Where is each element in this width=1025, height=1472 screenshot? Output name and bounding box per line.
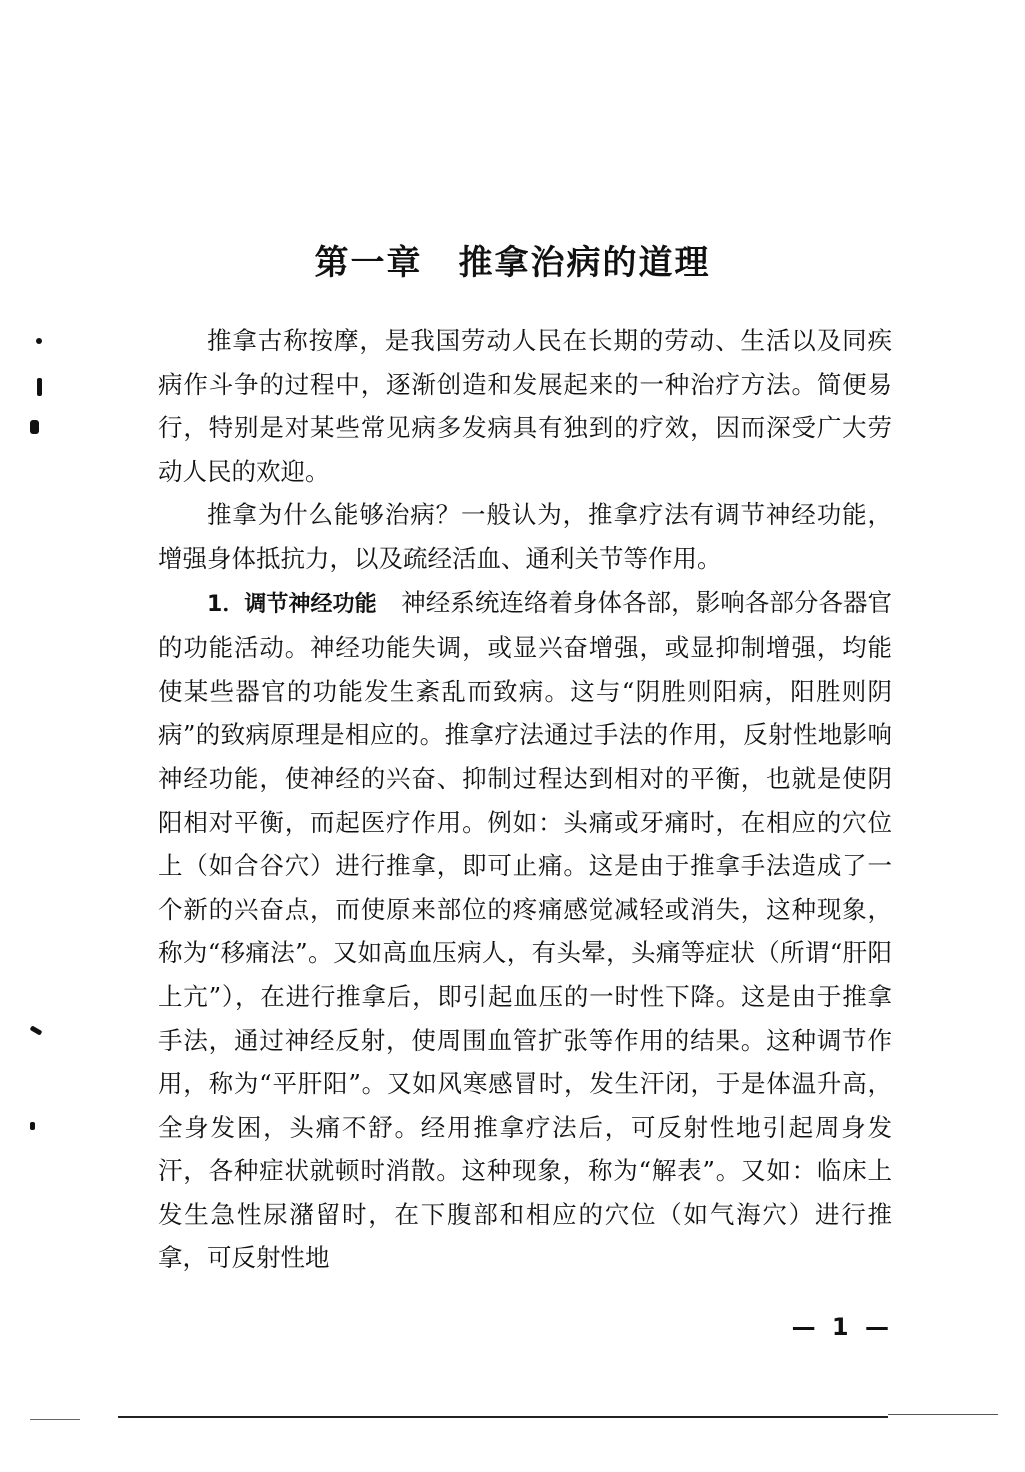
section-heading: 1．调节神经功能: [207, 591, 377, 617]
scan-speck: [37, 378, 42, 396]
scan-speck: [30, 420, 39, 434]
bottom-scan-line-right: [888, 1414, 998, 1415]
paragraph-question: 推拿为什么能够治病？一般认为，推拿疗法有调节神经功能，增强身体抵抗力，以及疏经活血、通利关节等作用。: [158, 500, 892, 573]
chapter-title: 第一章 推拿治病的道理: [314, 243, 711, 283]
bottom-scan-line-faint: [30, 1419, 80, 1420]
scan-speck: [36, 338, 42, 344]
scan-speck: [30, 1122, 35, 1130]
scan-speck: [30, 1025, 43, 1035]
body-text: [158, 319, 892, 1280]
paragraph-intro: 推拿古称按摩，是我国劳动人民在长期的劳动、生活以及同疾病作斗争的过程中，逐渐创造和发展起来的一种治疗方法。简便易行，特别是对某些常见病多发病具有独到的疗效，因而深受广大劳动人民的欢迎。: [158, 326, 892, 486]
page-number: — 1 —: [791, 1313, 893, 1341]
bottom-scan-line: [118, 1416, 888, 1418]
paragraph-section-1: [158, 581, 892, 1281]
section-text: 神经系统连络着身体各部，影响各部分各器官的功能活动。神经功能失调，或显兴奋增强，或显抑制增强，均能使某些器官的功能发生紊乱而致病。这与“阴胜则阳病，阳胜则阴病”的致病原理是相应的。推拿疗法通过手法的作用，反射性地影响神经功能，使神经的兴奋、抑制过程达到相对的平衡，也就是使阴阳相对平衡，而起医疗作用。例如：头痛或牙痛时，在相应的穴位上（如合谷穴）进行推拿，即可止痛。这是由于推拿手法造成了一个新的兴奋点，而使原来部位的疼痛感觉减轻或消失，这种现象，称为“移痛法”。又如高血压病人，有头晕，头痛等症状（所谓“肝阳上亢”），在进行推拿后，即引起血压的一时性下降。这是由于推拿手法，通过神经反射，使周围血管扩张等作用的结果。这种调节作用，称为“平肝阳”。又如风寒感冒时，发生汗闭，于是体温升高，全身发困，头痛不舒。经用推拿疗法后，可反射性地引起周身发汗，各种症状就顿时消散。这种现象，称为“解表”。又如：临床上发生急性尿潴留时，在下腹部和相应的穴位（如气海穴）进行推拿，可反射性地: [158, 587, 893, 1273]
